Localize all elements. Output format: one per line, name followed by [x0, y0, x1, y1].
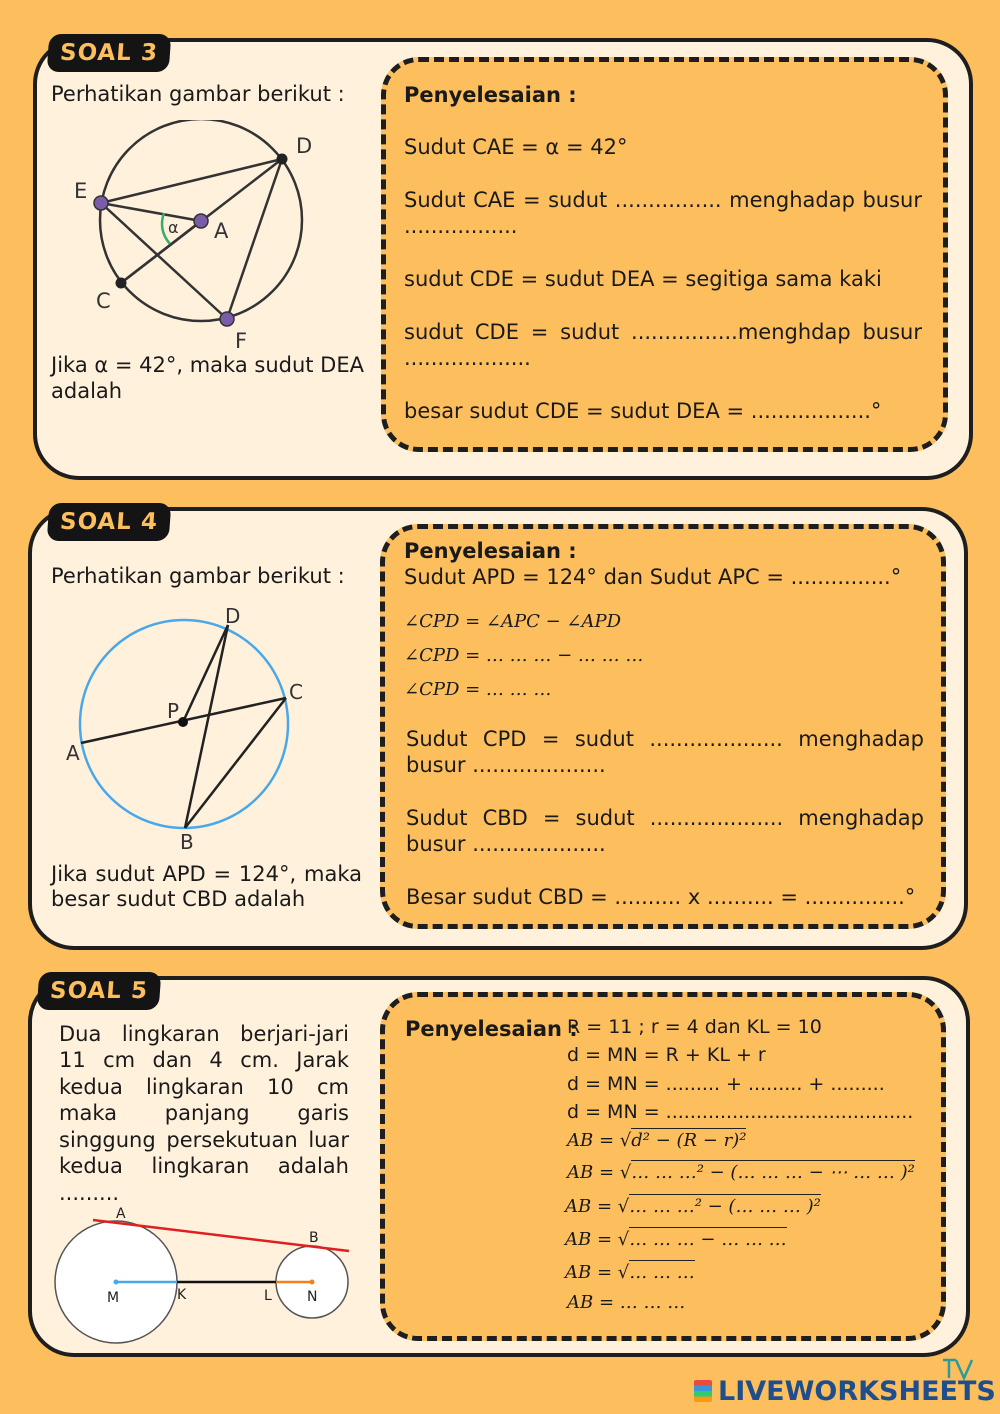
soal4-label-c: C	[289, 680, 303, 704]
soal4-point-p	[178, 717, 188, 727]
soal4-label-b: B	[180, 830, 194, 854]
soal5-math1	[567, 1130, 746, 1151]
soal5-question-line3: kedua lingkaran 10 cm	[59, 1075, 349, 1099]
soal5-label-l: L	[264, 1288, 272, 1304]
soal3-point-a	[194, 214, 208, 228]
soal3-solution-line5: besar sudut CDE = sudut DEA = ..................°	[404, 399, 882, 423]
soal4-solution-line2a: Sudut CPD = sudut .................... menghadap	[406, 727, 924, 751]
soal3-tag: SOAL 3	[47, 34, 172, 72]
soal3-point-e	[94, 196, 108, 210]
sqrt-icon: √	[619, 1162, 632, 1183]
soal3-question-line2: adalah	[51, 379, 123, 403]
soal5-solution-line1: R = 11 ; r = 4 dan KL = 10	[567, 1016, 822, 1038]
soal5-solution-heading: Penyelesaian :	[405, 1017, 578, 1041]
soal3-figure	[60, 120, 360, 350]
soal5-question-last: .........	[59, 1181, 120, 1205]
soal5-math3-lhs: AB =	[565, 1196, 618, 1217]
soal5-label-m: M	[107, 1290, 120, 1306]
soal5-question-line2: 11 cm dan 4 cm. Jarak	[59, 1048, 349, 1072]
soal4-math3: ∠CPD = … … …	[404, 679, 552, 700]
soal4-label-d: D	[225, 604, 241, 628]
soal5-question-line1: Dua lingkaran berjari-jari	[59, 1022, 349, 1046]
soal5-figure	[50, 1200, 360, 1345]
soal5-math1-rad: d² − (R − r)²	[631, 1130, 747, 1151]
soal3-solution-line4b: ...................	[404, 346, 531, 370]
soal5-math2-lhs: AB =	[567, 1162, 620, 1183]
soal5-solution-line4: d = MN = .........................................	[567, 1101, 914, 1123]
soal4-solution-line2b: busur ....................	[406, 753, 606, 777]
liveworksheets-brand: LIVEWORKSHEETS	[718, 1376, 996, 1407]
soal3-label-c: C	[96, 289, 111, 313]
soal4-solution-line4: Besar sudut CBD = .......... x .......... = ...............°	[406, 885, 916, 909]
sqrt-icon: √	[617, 1262, 630, 1283]
soal3-label-d: D	[296, 134, 313, 158]
soal5-label-a: A	[116, 1206, 126, 1222]
sqrt-icon: √	[617, 1229, 630, 1250]
soal4-math2: ∠CPD = … … … − … … …	[404, 645, 644, 666]
soal3-point-d	[277, 154, 288, 165]
soal3-solution-line4a: sudut CDE = sudut ................menghdap busur	[404, 320, 922, 344]
soal3-label-a: A	[214, 219, 229, 243]
soal5-math4-rad: … … … − … … …	[629, 1229, 787, 1250]
soal5-math2	[567, 1162, 915, 1183]
soal4-label-p: P	[167, 699, 180, 723]
soal5-math2-rad: … … …² − (… … … − ⋯ … … )²	[631, 1162, 915, 1183]
liveworksheets-badge-icon	[694, 1380, 712, 1402]
soal3-solution-line2a: Sudut CAE = sudut ................ menghadap busur	[404, 188, 922, 212]
soal4-solution-line3b: busur ....................	[406, 832, 606, 856]
soal5-center-m	[114, 1280, 119, 1285]
soal3-question-line1: Jika α = 42°, maka sudut DEA	[51, 353, 364, 377]
sqrt-icon: √	[619, 1130, 632, 1151]
soal3-intro: Perhatikan gambar berikut :	[51, 82, 345, 106]
soal3-solution-box	[381, 57, 948, 452]
soal3-point-c	[116, 278, 127, 289]
soal5-center-n	[310, 1280, 315, 1285]
soal4-figure	[60, 600, 320, 855]
soal5-label-k: K	[177, 1287, 187, 1303]
soal3-label-e: E	[74, 179, 88, 203]
soal3-solution-line2b: .................	[404, 214, 518, 238]
soal5-math1-lhs: AB =	[567, 1130, 620, 1151]
soal5-math5-lhs: AB =	[565, 1262, 618, 1283]
soal4-intro: Perhatikan gambar berikut :	[51, 564, 345, 588]
soal5-question-line6: kedua lingkaran adalah	[59, 1154, 349, 1178]
soal3-solution-line3: sudut CDE = sudut DEA = segitiga sama kaki	[404, 267, 882, 291]
soal4-question-line1: Jika sudut APD = 124°, maka	[51, 862, 362, 886]
soal5-tag: SOAL 5	[37, 972, 162, 1010]
sqrt-icon: √	[617, 1196, 630, 1217]
soal5-question-line5: singgung persekutuan luar	[59, 1128, 349, 1152]
soal5-label-b: B	[309, 1230, 319, 1246]
soal4-solution-line1: Sudut APD = 124° dan Sudut APC = ...............°	[404, 565, 902, 589]
soal5-solution-line2: d = MN = R + KL + r	[567, 1044, 766, 1066]
soal5-solution-line3: d = MN = ......... + ......... + .........	[567, 1073, 885, 1095]
soal4-math1: ∠CPD = ∠APC − ∠APD	[404, 611, 622, 632]
soal3-label-alpha: α	[168, 218, 179, 237]
soal4-question-line2: besar sudut CBD adalah	[51, 887, 306, 911]
soal4-line-db	[185, 625, 228, 828]
soal3-label-f: F	[235, 329, 248, 350]
soal3-line-df	[227, 159, 282, 319]
soal5-math3	[565, 1196, 821, 1217]
soal3-point-f	[220, 312, 234, 326]
soal5-math4-lhs: AB =	[565, 1229, 618, 1250]
soal4-line-pd	[183, 625, 228, 722]
soal4-label-a: A	[66, 741, 80, 765]
soal4-solution-line3a: Sudut CBD = sudut .................... menghadap	[406, 806, 924, 830]
soal5-math5-rad: … … …	[629, 1262, 695, 1283]
soal5-label-n: N	[307, 1289, 318, 1305]
soal5-math6: AB = … … …	[567, 1292, 686, 1313]
soal5-math5	[565, 1262, 695, 1283]
soal3-solution-heading: Penyelesaian :	[404, 83, 577, 107]
soal5-math3-rad: … … …² − (… … … )²	[629, 1196, 821, 1217]
soal3-solution-line1: Sudut CAE = α = 42°	[404, 135, 628, 159]
soal5-math4	[565, 1229, 787, 1250]
soal4-tag: SOAL 4	[47, 503, 172, 541]
soal5-question-line4: maka panjang garis	[59, 1101, 349, 1125]
soal4-solution-heading: Penyelesaian :	[404, 539, 577, 563]
